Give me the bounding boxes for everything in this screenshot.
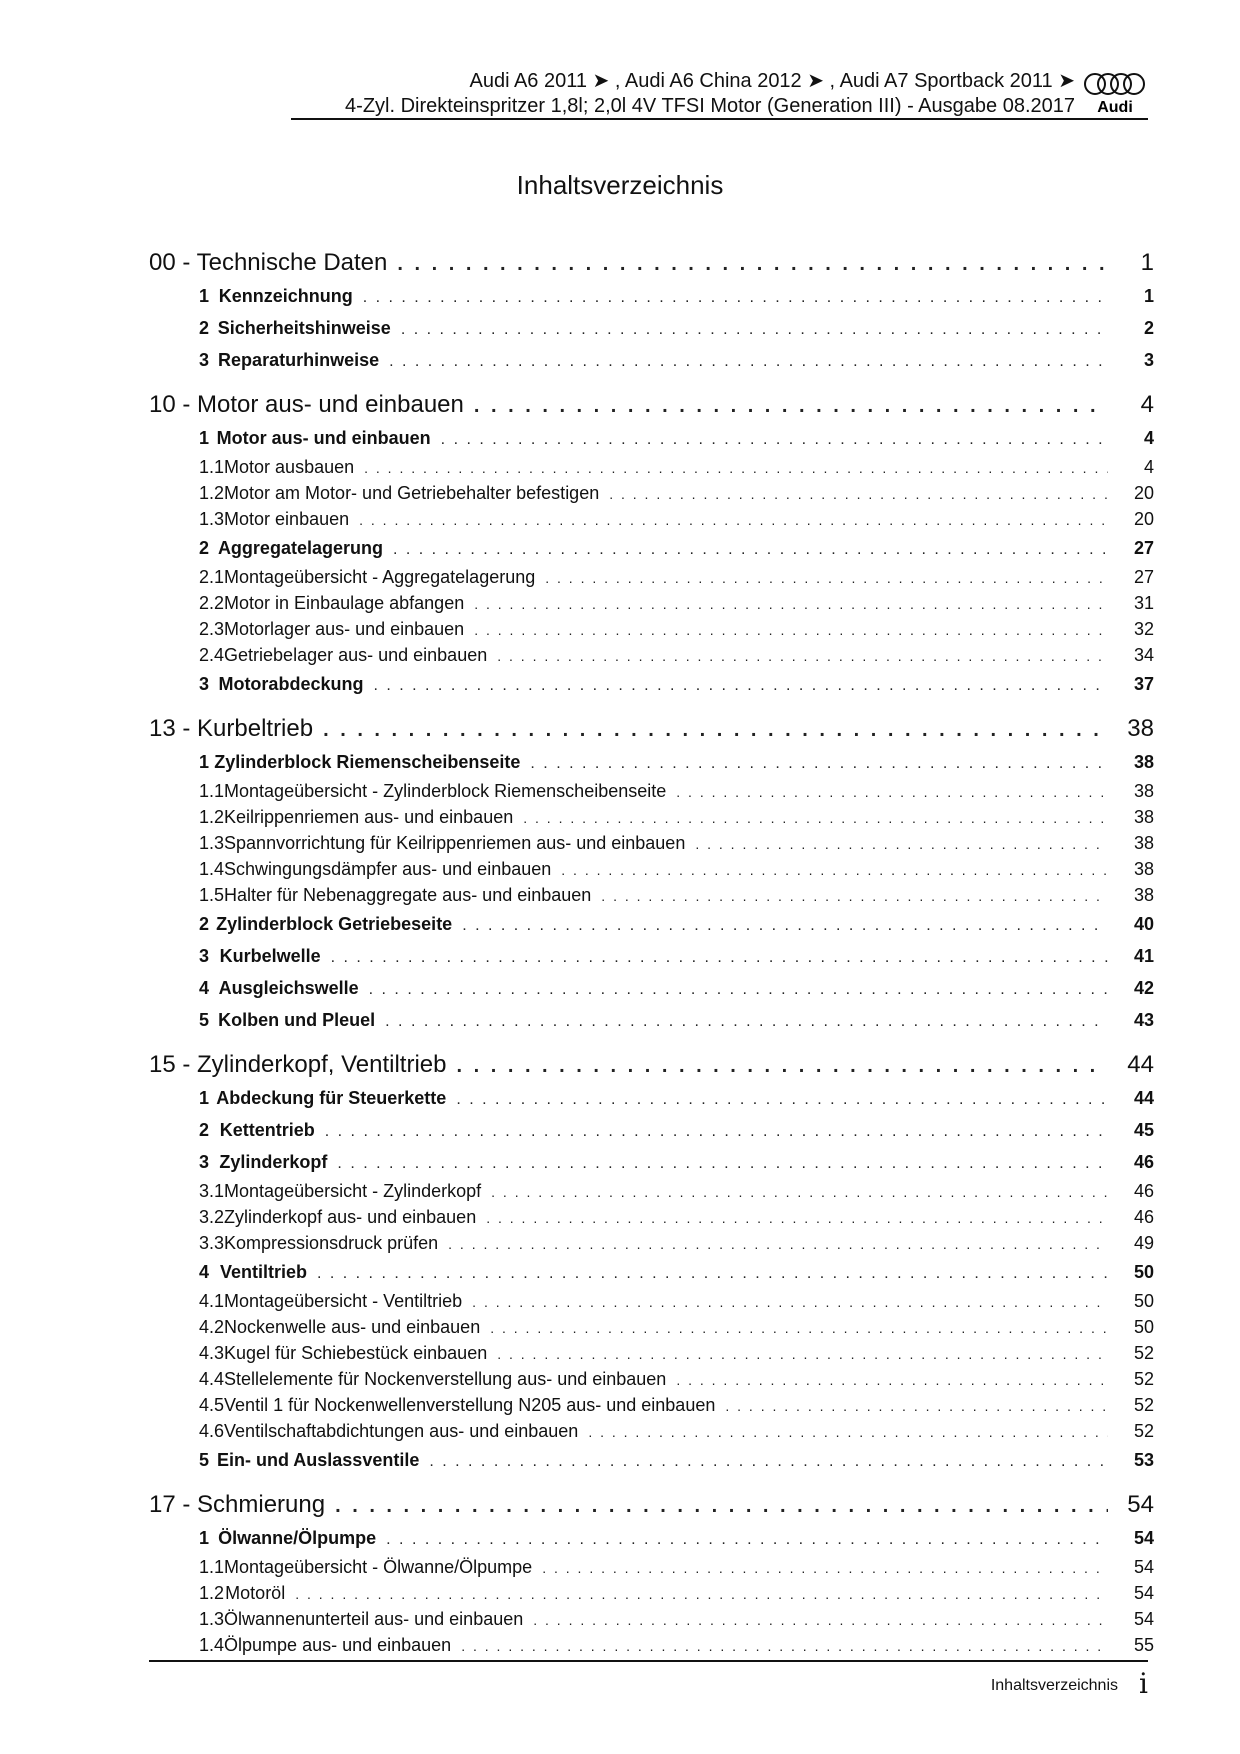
dot-leader <box>393 534 1108 564</box>
dot-leader <box>441 424 1108 454</box>
footer-page-number: i <box>1139 1667 1148 1700</box>
toc-entry-title: Montageübersicht - Ölwanne/Ölpumpe <box>224 1557 533 1577</box>
toc-sub[interactable] <box>149 1554 1154 1580</box>
toc-entry-number: 2.1 <box>199 567 225 587</box>
toc-section[interactable] <box>149 668 1154 700</box>
toc-entry-page: 53 <box>1133 1450 1154 1470</box>
toc-entry-number: 1.4 <box>199 859 225 879</box>
toc-entry-number: 1.3 <box>199 509 225 529</box>
toc-entry-title: Kolben und Pleuel <box>218 1010 376 1030</box>
toc-entry-page: 27 <box>1133 567 1154 587</box>
toc-entry-number: 1 <box>199 1088 210 1108</box>
toc-entry-page: 52 <box>1133 1369 1154 1389</box>
toc-entry-title: Getriebelager aus- und einbauen <box>224 645 488 665</box>
toc-entry-title: Motorlager aus- und einbauen <box>224 619 465 639</box>
toc-entry-number: 4.6 <box>199 1421 225 1441</box>
toc-entry-page: 54 <box>1133 1583 1154 1603</box>
toc-entry-page: 46 <box>1133 1207 1154 1227</box>
toc-entry-page: 38 <box>1133 833 1154 853</box>
toc-entry-page: 1 <box>1140 249 1154 276</box>
toc-entry-title: Kennzeichnung <box>218 286 353 306</box>
toc-sub[interactable] <box>149 1340 1154 1366</box>
toc-entry-number: 2.4 <box>199 645 225 665</box>
toc-entry-title: Zylinderkopf <box>219 1152 328 1172</box>
dot-leader <box>523 805 1108 830</box>
dot-leader <box>456 1049 1108 1082</box>
toc-entry-number: 1.1 <box>199 457 225 477</box>
toc-entry-number: 2 <box>199 538 210 558</box>
toc-entry-title: Ausgleichswelle <box>218 978 359 998</box>
dot-leader <box>561 857 1108 882</box>
toc-sub[interactable] <box>149 1392 1154 1418</box>
toc-chapter[interactable] <box>149 388 1154 422</box>
toc-entry-title: Motor am Motor- und Getriebehalter befestigen <box>224 483 600 503</box>
dot-leader <box>695 831 1108 856</box>
toc-sub[interactable] <box>149 1366 1154 1392</box>
dot-leader <box>429 1446 1108 1476</box>
dot-leader <box>676 779 1108 804</box>
dot-leader <box>486 1205 1108 1230</box>
dot-leader <box>331 942 1108 972</box>
dot-leader <box>295 1581 1108 1606</box>
toc-entry-number: 3 <box>199 350 210 370</box>
toc-entry-page: 38 <box>1133 807 1154 827</box>
toc-entry-number: 4.5 <box>199 1395 225 1415</box>
toc-entry-title: Montageübersicht - Ventiltrieb <box>224 1291 463 1311</box>
dot-leader <box>397 247 1108 280</box>
toc-sub[interactable] <box>149 1314 1154 1340</box>
toc-entry-page: 2 <box>1143 318 1154 338</box>
dot-leader <box>497 643 1108 668</box>
dot-leader <box>369 974 1108 1004</box>
toc-section[interactable] <box>149 1256 1154 1288</box>
dot-leader <box>462 910 1108 940</box>
toc-section[interactable] <box>149 746 1154 778</box>
toc-entry-page: 41 <box>1133 946 1154 966</box>
toc-entry-page: 40 <box>1133 914 1154 934</box>
toc-section[interactable] <box>149 532 1154 564</box>
toc-entry-page: 49 <box>1133 1233 1154 1253</box>
toc-section[interactable] <box>149 1146 1154 1178</box>
dot-leader <box>461 1633 1108 1658</box>
dot-leader <box>359 507 1108 532</box>
toc-entry-page: 50 <box>1133 1262 1154 1282</box>
toc-entry-page: 38 <box>1133 885 1154 905</box>
dot-leader <box>609 481 1108 506</box>
dot-leader <box>601 883 1108 908</box>
toc-entry-title: Abdeckung für Steuerkette <box>216 1088 447 1108</box>
toc-chapter[interactable] <box>149 712 1154 746</box>
toc-entry-number: 4.3 <box>199 1343 225 1363</box>
toc-sub[interactable] <box>149 830 1154 856</box>
toc-entry-title: Motor einbauen <box>224 509 350 529</box>
table-of-contents <box>149 240 1154 1658</box>
toc-sub[interactable] <box>149 1204 1154 1230</box>
toc-sub[interactable] <box>149 642 1154 668</box>
toc-entry-number: 4.1 <box>199 1291 225 1311</box>
toc-entry-title: Reparaturhinweise <box>218 350 380 370</box>
toc-entry-title: Kugel für Schiebestück einbauen <box>224 1343 488 1363</box>
toc-entry-page: 55 <box>1133 1635 1154 1655</box>
toc-sub[interactable] <box>149 1632 1154 1658</box>
toc-entry-page: 31 <box>1133 593 1154 613</box>
toc-entry-page: 42 <box>1133 978 1154 998</box>
toc-entry-title: Ventiltrieb <box>219 1262 307 1282</box>
toc-entry-title: Zylinderblock Getriebeseite <box>216 914 453 934</box>
dot-leader <box>676 1367 1108 1392</box>
toc-entry-page: 46 <box>1133 1152 1154 1172</box>
toc-entry-page: 54 <box>1133 1609 1154 1629</box>
toc-entry-number: 4 <box>199 978 210 998</box>
toc-entry-number: 3 <box>199 1152 210 1172</box>
header-engine: 4-Zyl. Direkteinspritzer 1,8l; 2,0l 4V TFSI Motor (Generation III) - Ausgabe 08.2017 <box>345 95 1075 117</box>
toc-entry-number: 3 <box>199 674 210 694</box>
toc-entry-title: Ventil 1 für Nockenwellenverstellung N205 aus- und einbauen <box>224 1395 716 1415</box>
header-vehicles: Audi A6 2011 ➤ , Audi A6 China 2012 ➤ , Audi A7 Sportback 2011 ➤ <box>469 70 1075 92</box>
toc-entry-number: 1 <box>199 286 210 306</box>
dot-leader <box>386 1524 1108 1554</box>
toc-entry-page: 50 <box>1133 1291 1154 1311</box>
toc-entry-number: 5 <box>199 1010 210 1030</box>
toc-entry-number: 1 <box>199 428 210 448</box>
footer-label: Inhaltsverzeichnis <box>990 1677 1118 1694</box>
toc-entry-page: 54 <box>1127 1491 1154 1518</box>
toc-entry-number: 4.2 <box>199 1317 225 1337</box>
page-header <box>0 68 1240 128</box>
toc-section[interactable] <box>149 1444 1154 1476</box>
toc-sub[interactable] <box>149 856 1154 882</box>
toc-entry-number: 1.2 <box>199 807 225 827</box>
toc-entry-title: Spannvorrichtung für Keilrippenriemen aus- und einbauen <box>224 833 686 853</box>
toc-sub[interactable] <box>149 506 1154 532</box>
toc-entry-page: 20 <box>1133 483 1154 503</box>
toc-entry-number: 3.1 <box>199 1181 225 1201</box>
dot-leader <box>363 282 1108 312</box>
toc-entry-page: 52 <box>1133 1343 1154 1363</box>
toc-entry-page: 43 <box>1133 1010 1154 1030</box>
toc-entry-page: 44 <box>1127 1051 1154 1078</box>
dot-leader <box>385 1006 1108 1036</box>
dot-leader <box>373 670 1108 700</box>
dot-leader <box>323 713 1108 746</box>
toc-section[interactable] <box>149 972 1154 1004</box>
toc-sub[interactable] <box>149 454 1154 480</box>
dot-leader <box>497 1341 1108 1366</box>
toc-entry-page: 4 <box>1143 428 1154 448</box>
dot-leader <box>474 617 1108 642</box>
toc-entry-page: 27 <box>1133 538 1154 558</box>
dot-leader <box>401 314 1108 344</box>
toc-entry-title: Sicherheitshinweise <box>217 318 391 338</box>
toc-entry-number: 2 <box>199 914 210 934</box>
toc-entry-number: 3.3 <box>199 1233 225 1253</box>
toc-entry-title: Motor ausbauen <box>224 457 355 477</box>
toc-sub[interactable] <box>149 616 1154 642</box>
toc-chapter[interactable] <box>149 1048 1154 1082</box>
dot-leader <box>474 389 1108 422</box>
toc-entry-number: 1.3 <box>199 1609 225 1629</box>
toc-entry-page: 34 <box>1133 645 1154 665</box>
toc-entry-title: Motor in Einbaulage abfangen <box>224 593 465 613</box>
dot-leader <box>325 1116 1108 1146</box>
toc-section[interactable] <box>149 422 1154 454</box>
toc-section[interactable] <box>149 940 1154 972</box>
toc-sub[interactable] <box>149 1418 1154 1444</box>
toc-entry-page: 54 <box>1133 1528 1154 1548</box>
toc-sub[interactable] <box>149 1230 1154 1256</box>
dot-leader <box>317 1258 1108 1288</box>
toc-entry-page: 52 <box>1133 1395 1154 1415</box>
toc-entry-title: Ölpumpe aus- und einbauen <box>224 1635 452 1655</box>
toc-entry-title: Ölwanne/Ölpumpe <box>218 1528 377 1548</box>
dot-leader <box>389 346 1108 376</box>
toc-entry-title: Aggregatelagerung <box>217 538 383 558</box>
toc-section[interactable] <box>149 1522 1154 1554</box>
toc-entry-number: 5 <box>199 1450 210 1470</box>
toc-entry-number: 2 <box>199 318 210 338</box>
toc-entry-page: 54 <box>1133 1557 1154 1577</box>
dot-leader <box>456 1084 1108 1114</box>
dot-leader <box>364 455 1108 480</box>
toc-entry-page: 32 <box>1133 619 1154 639</box>
toc-entry-title: Montageübersicht - Aggregatelagerung <box>224 567 536 587</box>
toc-entry-title: Ölwannenunterteil aus- und einbauen <box>224 1609 524 1629</box>
toc-sub[interactable] <box>149 1580 1154 1606</box>
dot-leader <box>725 1393 1108 1418</box>
toc-entry-title: Stellelemente für Nockenverstellung aus- und einbauen <box>224 1369 667 1389</box>
toc-entry-number: 1.4 <box>199 1635 225 1655</box>
toc-entry-title: 10 - Motor aus- und einbauen <box>149 391 464 418</box>
toc-entry-number: 3.2 <box>199 1207 225 1227</box>
dot-leader <box>588 1419 1108 1444</box>
toc-entry-page: 38 <box>1133 752 1154 772</box>
toc-chapter[interactable] <box>149 1488 1154 1522</box>
toc-entry-number: 1.3 <box>199 833 225 853</box>
toc-entry-page: 46 <box>1133 1181 1154 1201</box>
toc-section[interactable] <box>149 1082 1154 1114</box>
toc-entry-page: 44 <box>1133 1088 1154 1108</box>
footer-rule <box>149 1660 1148 1662</box>
toc-entry-title: Motor aus- und einbauen <box>216 428 431 448</box>
toc-entry-page: 50 <box>1133 1317 1154 1337</box>
dot-leader <box>474 591 1108 616</box>
toc-entry-title: Nockenwelle aus- und einbauen <box>224 1317 481 1337</box>
toc-entry-number: 2 <box>199 1120 210 1140</box>
toc-section[interactable] <box>149 1004 1154 1036</box>
toc-entry-title: Keilrippenriemen aus- und einbauen <box>224 807 514 827</box>
toc-entry-title: Zylinderblock Riemenscheibenseite <box>214 752 521 772</box>
toc-entry-number: 1 <box>199 1528 210 1548</box>
dot-leader <box>472 1289 1108 1314</box>
toc-section[interactable] <box>149 344 1154 376</box>
dot-leader <box>335 1489 1108 1522</box>
dot-leader <box>542 1555 1108 1580</box>
toc-entry-title: Kompressionsdruck prüfen <box>224 1233 439 1253</box>
toc-entry-title: Zylinderkopf aus- und einbauen <box>224 1207 477 1227</box>
toc-sub[interactable] <box>149 882 1154 908</box>
toc-chapter[interactable] <box>149 246 1154 280</box>
toc-entry-page: 20 <box>1133 509 1154 529</box>
toc-section[interactable] <box>149 908 1154 940</box>
toc-entry-title: 17 - Schmierung <box>149 1491 326 1518</box>
toc-entry-number: 1.1 <box>199 1557 225 1577</box>
toc-section[interactable] <box>149 280 1154 312</box>
toc-sub[interactable] <box>149 1178 1154 1204</box>
toc-entry-number: 1.5 <box>199 885 225 905</box>
toc-entry-number: 1 <box>199 752 210 772</box>
toc-sub[interactable] <box>149 590 1154 616</box>
toc-entry-title: Montageübersicht - Zylinderkopf <box>224 1181 482 1201</box>
toc-entry-number: 1.2 <box>199 483 225 503</box>
toc-entry-number: 4 <box>199 1262 210 1282</box>
toc-entry-page: 38 <box>1133 859 1154 879</box>
toc-entry-title: Montageübersicht - Zylinderblock Riemenscheibenseite <box>224 781 667 801</box>
toc-entry-title: 00 - Technische Daten <box>149 249 388 276</box>
toc-entry-page: 45 <box>1133 1120 1154 1140</box>
toc-entry-title: Kurbelwelle <box>219 946 321 966</box>
toc-entry-title: Motoröl <box>225 1583 286 1603</box>
toc-entry-title: Motorabdeckung <box>218 674 364 694</box>
logo-text: Audi <box>1097 99 1133 116</box>
toc-entry-title: Ein- und Auslassventile <box>216 1450 420 1470</box>
toc-entry-title: Ventilschaftabdichtungen aus- und einbauen <box>224 1421 579 1441</box>
toc-entry-page: 1 <box>1143 286 1154 306</box>
dot-leader <box>533 1607 1108 1632</box>
toc-entry-title: 13 - Kurbeltrieb <box>149 715 314 742</box>
toc-entry-page: 38 <box>1133 781 1154 801</box>
dot-leader <box>448 1231 1108 1256</box>
dot-leader <box>545 565 1108 590</box>
toc-sub[interactable] <box>149 480 1154 506</box>
toc-entry-page: 38 <box>1127 715 1154 742</box>
toc-sub[interactable] <box>149 1288 1154 1314</box>
toc-sub[interactable] <box>149 1606 1154 1632</box>
toc-entry-number: 2.2 <box>199 593 225 613</box>
toc-entry-title: Kettentrieb <box>219 1120 315 1140</box>
dot-leader <box>530 748 1108 778</box>
toc-sub[interactable] <box>149 564 1154 590</box>
toc-sub[interactable] <box>149 778 1154 804</box>
toc-entry-page: 52 <box>1133 1421 1154 1441</box>
toc-entry-number: 2.3 <box>199 619 225 639</box>
toc-entry-page: 3 <box>1143 350 1154 370</box>
toc-section[interactable] <box>149 1114 1154 1146</box>
toc-entry-title: Halter für Nebenaggregate aus- und einbauen <box>224 885 592 905</box>
dot-leader <box>491 1179 1108 1204</box>
toc-sub[interactable] <box>149 804 1154 830</box>
toc-entry-page: 4 <box>1143 457 1154 477</box>
header-rule <box>291 118 1148 120</box>
dot-leader <box>490 1315 1108 1340</box>
toc-section[interactable] <box>149 312 1154 344</box>
header-text <box>345 68 1075 118</box>
toc-entry-title: 15 - Zylinderkopf, Ventiltrieb <box>149 1051 447 1078</box>
toc-entry-number: 1.1 <box>199 781 225 801</box>
page-title: Inhaltsverzeichnis <box>516 170 724 200</box>
toc-entry-page: 4 <box>1140 391 1154 418</box>
dot-leader <box>337 1148 1108 1178</box>
toc-entry-page: 37 <box>1133 674 1154 694</box>
audi-rings-icon <box>1082 72 1148 116</box>
toc-entry-number: 1.2 <box>199 1583 225 1603</box>
toc-entry-number: 3 <box>199 946 210 966</box>
toc-entry-number: 4.4 <box>199 1369 225 1389</box>
toc-entry-title: Schwingungsdämpfer aus- und einbauen <box>224 859 552 879</box>
